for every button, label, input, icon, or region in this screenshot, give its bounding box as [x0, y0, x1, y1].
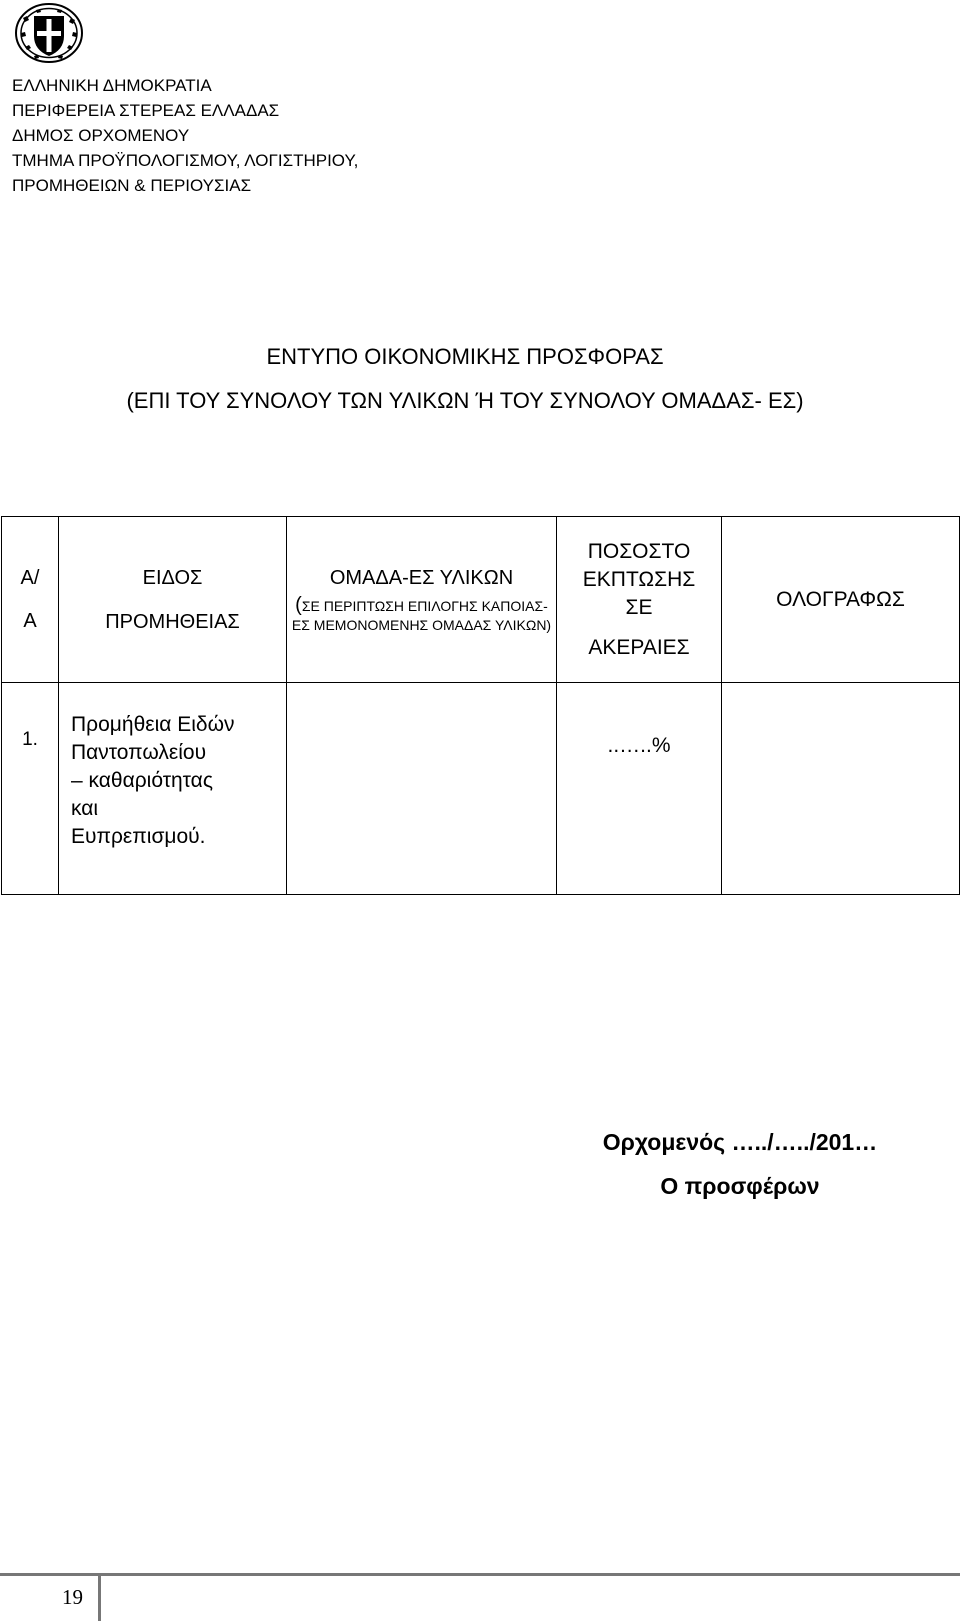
header-serial-line1: Α/	[20, 566, 40, 589]
footer-vertical-divider	[98, 1573, 101, 1621]
header-material-group-note	[287, 596, 556, 635]
header-material-group	[287, 517, 557, 683]
header-line-department-cont: ΠΡΟΜΗΘΕΙΩΝ & ΠΕΡΙΟΥΣΙΑΣ	[12, 176, 252, 195]
header-in-words: ΟΛΟΓΡΑΦΩΣ	[722, 517, 960, 683]
document-title: ΕΝΤΥΠΟ ΟΙΚΟΝΟΜΙΚΗΣ ΠΡΟΣΦΟΡΑΣ	[266, 344, 664, 369]
row-description-line: Προμήθεια Ειδών	[71, 713, 235, 736]
header-serial-number	[2, 517, 59, 683]
header-line-region: ΠΕΡΙΦΕΡΕΙΑ ΣΤΕΡΕΑΣ ΕΛΛΑΔΑΣ	[12, 101, 280, 120]
row-number: 1.	[2, 683, 59, 895]
header-line-department: ΤΜΗΜΑ ΠΡΟΫΠΟΛΟΓΙΣΜΟΥ, ΛΟΓΙΣΤΗΡΙΟΥ,	[12, 151, 359, 170]
row-in-words-field[interactable]	[722, 683, 960, 895]
header-line-country: ΕΛΛΗΝΙΚΗ ΔΗΜΟΚΡΑΤΙΑ	[12, 76, 212, 95]
header-material-group-title: ΟΜΑΔΑ-ΕΣ ΥΛΙΚΩΝ	[329, 567, 514, 589]
header-line-municipality: ΔΗΜΟΣ ΟΡΧΟΜΕΝΟΥ	[12, 126, 190, 145]
header-discount-line2: ΕΚΠΤΩΣΗΣ	[582, 567, 696, 591]
issuer-header	[12, 73, 358, 198]
row-description-line: και	[71, 797, 99, 820]
header-discount-line1: ΠΟΣΟΣΤΟ	[587, 539, 691, 563]
header-supply-type-line2: ΠΡΟΜΗΘΕΙΑΣ	[105, 610, 240, 633]
row-description-line: – καθαριότητας	[71, 769, 213, 792]
row-material-group-field[interactable]	[287, 683, 557, 895]
row-description-line: Παντοπωλείου	[71, 741, 207, 764]
offer-table	[1, 516, 960, 895]
row-description	[59, 683, 287, 895]
header-material-group-note-text: ΣΕ ΠΕΡΙΠΤΩΣΗ ΕΠΙΛΟΓΗΣ ΚΑΠΟΙΑΣ-ΕΣ ΜΕΜΟΝΟΜΕΝΗΣ ΟΜΑΔΑΣ ΥΛΙΚΩΝ)	[291, 598, 552, 633]
header-discount-percentage	[557, 517, 722, 683]
signer-label: Ο προσφέρων	[660, 1173, 820, 1199]
header-discount-line4: ΑΚΕΡΑΙΕΣ	[588, 635, 690, 659]
header-supply-type-line1: ΕΙΔΟΣ	[142, 566, 203, 589]
table-row	[2, 683, 960, 895]
header-supply-type	[59, 517, 287, 683]
header-discount-line3: ΣΕ	[625, 595, 653, 619]
header-serial-line2: Α	[23, 609, 37, 632]
footer-divider	[0, 1573, 960, 1576]
document-subtitle: (ΕΠΙ ΤΟΥ ΣΥΝΟΛΟΥ ΤΩΝ ΥΛΙΚΩΝ Ή ΤΟΥ ΣΥΝΟΛΟΥ ΟΜΑΔΑΣ- ΕΣ)	[126, 388, 804, 413]
page-number: 19	[62, 1585, 83, 1609]
row-description-line: Ευπρεπισμού.	[71, 825, 206, 848]
row-discount-field[interactable]: ..…..%	[557, 683, 722, 895]
place-date-line: Ορχομενός …../…../201…	[602, 1129, 878, 1155]
signature-block	[560, 1120, 920, 1208]
header-material-group-paren: (	[295, 594, 302, 616]
hellenic-republic-emblem-icon	[14, 2, 84, 64]
table-header-row	[2, 517, 960, 683]
